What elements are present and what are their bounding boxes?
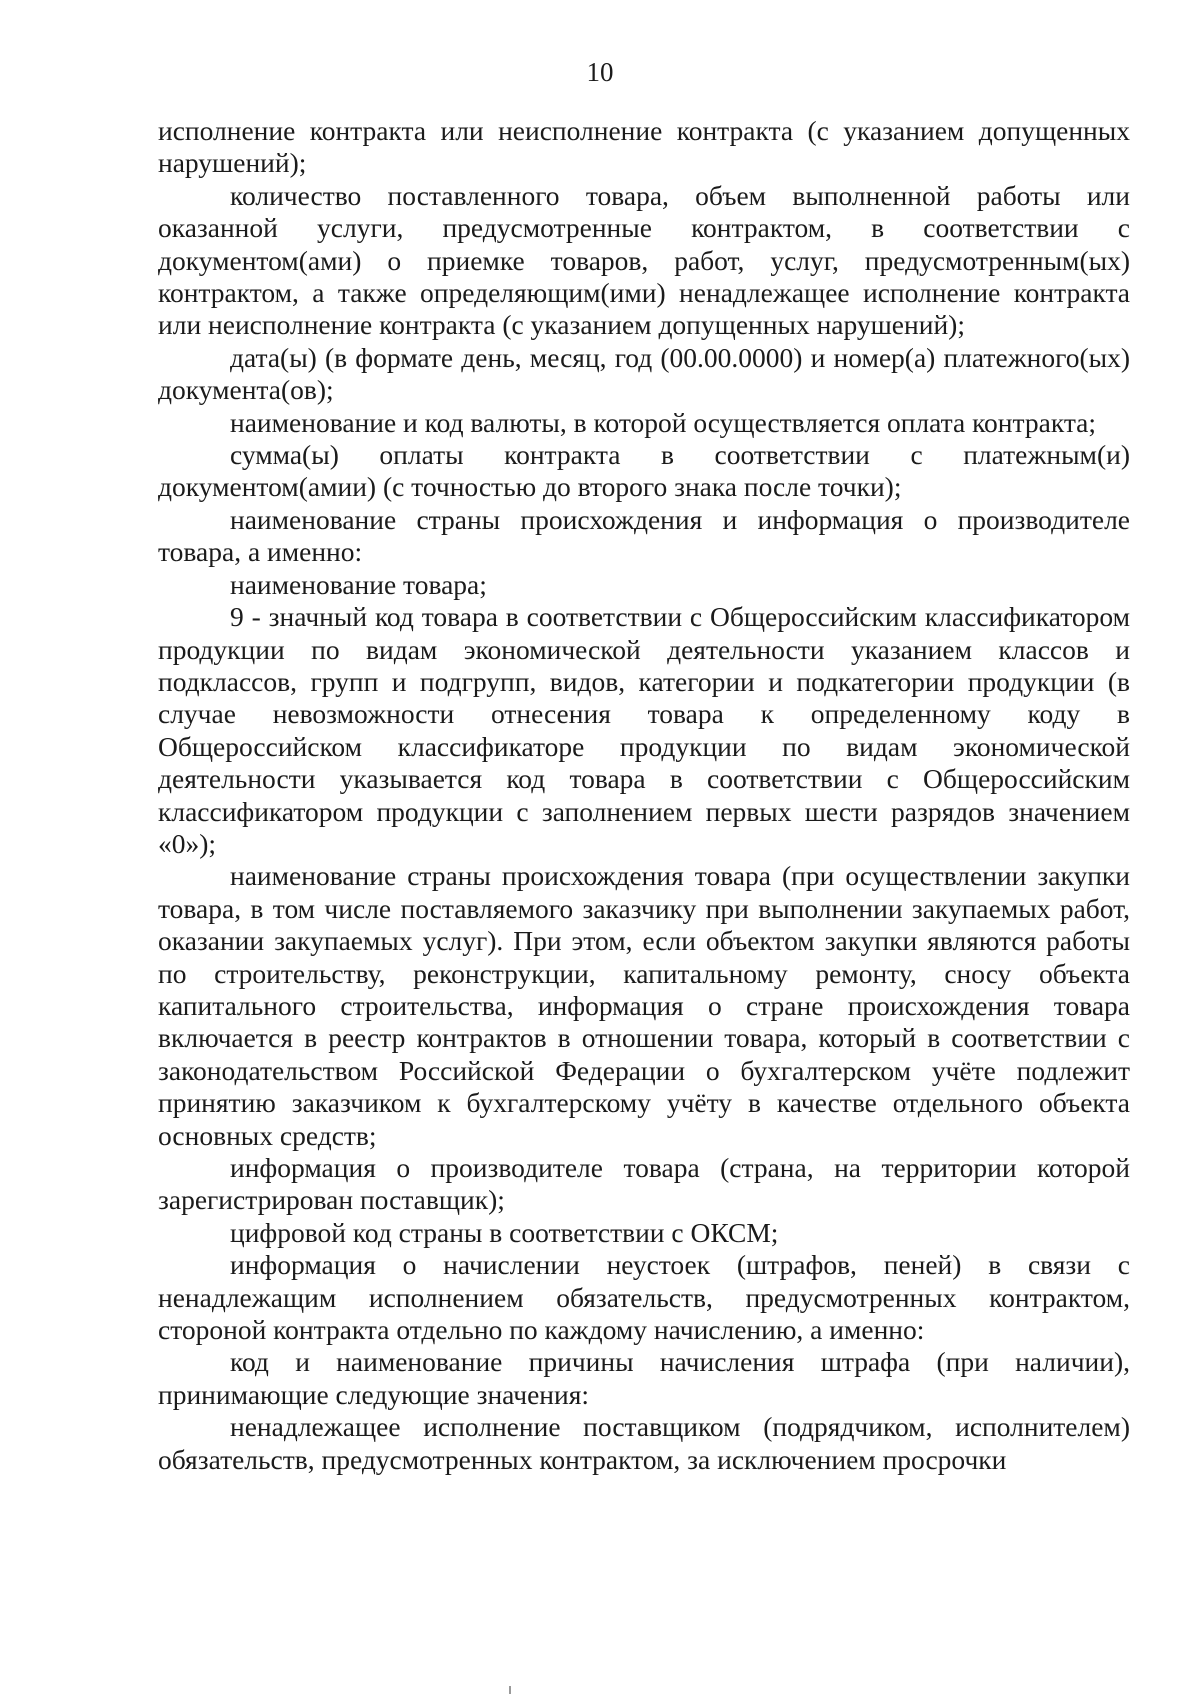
paragraph: информация о производителе товара (страна, на территории которой зарегистрирован поставщик); (158, 1152, 1130, 1216)
paragraph: ненадлежащее исполнение поставщиком (подрядчиком, исполнителем) обязательств, предусмотренных контрактом, за исключением просрочки (158, 1411, 1130, 1475)
paragraph: количество поставленного товара, объем выполненной работы или оказанной услуги, предусмотренные контрактом, в соответствии с документом(ами) о приемке товаров, работ, услуг, предусмотренным(ых) контрактом, а также определяющим(ими) ненадлежащее исполнение контракта или неисполнение контракта (с указанием допущенных нарушений); (158, 179, 1130, 341)
document-body (158, 115, 1130, 1476)
paragraph: наименование товара; (230, 568, 487, 600)
paragraph: дата(ы) (в формате день, месяц, год (00.00.0000) и номер(а) платежного(ых) документа(ов); (158, 341, 1130, 406)
paragraph: цифровой код страны в соответствии с ОКСМ; (230, 1216, 779, 1248)
scan-artifact (509, 1686, 511, 1694)
paragraph: код и наименование причины начисления штрафа (при наличии), принимающие следующие значения: (158, 1346, 1130, 1410)
paragraph: исполнение контракта или неисполнение контракта (с указанием допущенных нарушений); (158, 115, 1130, 179)
paragraph: наименование и код валюты, в которой осуществляется оплата контракта; (230, 406, 1097, 438)
paragraph: наименование страны происхождения и информация о производителе товара, а именно: (158, 503, 1130, 568)
paragraph: сумма(ы) оплаты контракта в соответствии с платежным(и) документом(амии) (с точностью до второго знака после точки); (158, 439, 1130, 503)
page-number: 10 (586, 57, 614, 87)
paragraph: информация о начислении неустоек (штрафов, пеней) в связи с ненадлежащим исполнением обязательств, предусмотренных контрактом, стороной контракта отдельно по каждому начислению, а именно: (158, 1249, 1130, 1346)
paragraph: наименование страны происхождения товара (при осуществлении закупки товара, в том числе поставляемого заказчику при выполнении закупаемых работ, оказании закупаемых услуг). При этом, если объектом закупки являются работы по строительству, реконструкции, капитальному ремонту, сносу объекта капитального строительства, информация о стране происхождения товара включается в реестр контрактов в отношении товара, который в соответствии с законодательством Российской Федерации о бухгалтерском учёте подлежит принятию заказчиком к бухгалтерскому учёту в качестве отдельного объекта основных средств; (158, 860, 1130, 1151)
paragraph: 9 - значный код товара в соответствии с Общероссийским классификатором продукции по видам экономической деятельности указанием классов и подклассов, групп и подгрупп, видов, категории и подкатегории продукции (в случае невозможности отнесения товара к определенному коду в Общероссийском классификаторе продукции по видам экономической деятельности указывается код товара в соответствии с Общероссийским классификатором продукции с заполнением первых шести разрядов значением «0»); (158, 601, 1130, 859)
